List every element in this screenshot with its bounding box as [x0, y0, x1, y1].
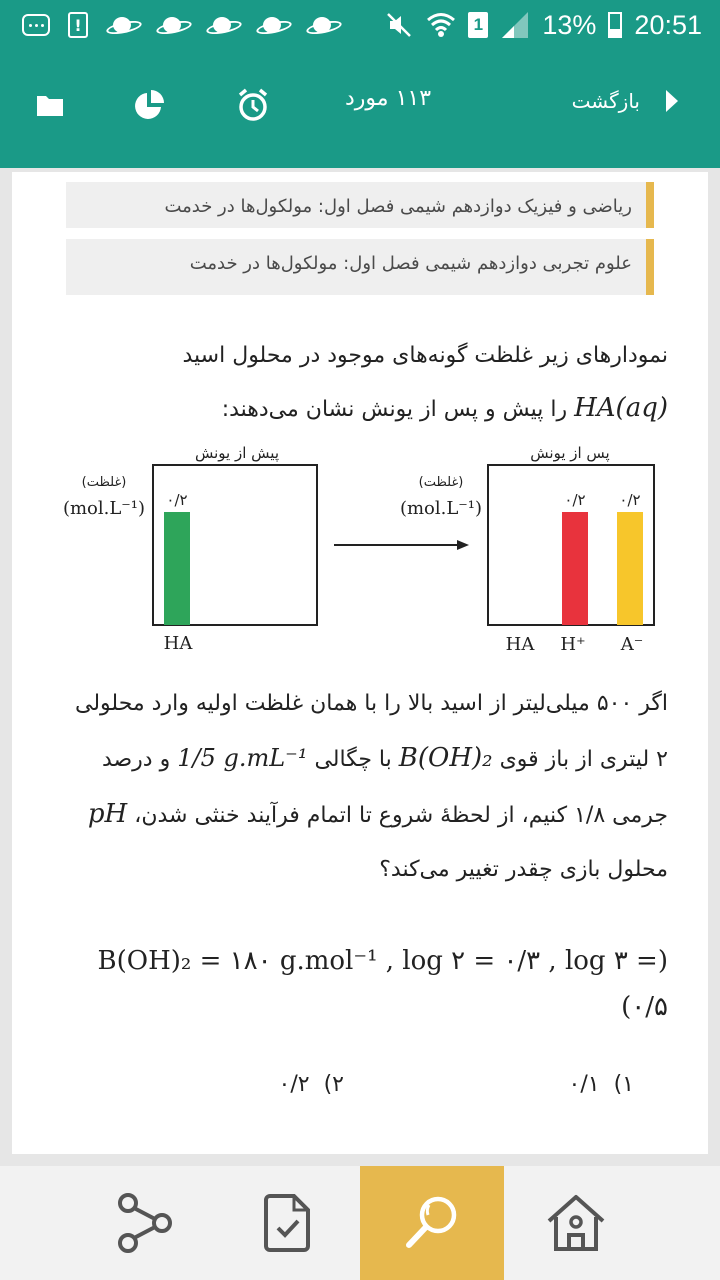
folder-icon[interactable]: [36, 88, 64, 122]
checked-document-icon: [264, 1192, 312, 1254]
label-h-plus: H⁺: [560, 634, 586, 655]
planet-icon: [106, 15, 138, 35]
y-label-fa: (غلظت): [81, 475, 127, 490]
home-icon: [545, 1193, 607, 1253]
option-2[interactable]: ۲) ۰/۲: [278, 1072, 344, 1097]
bar-value-a: ۰/۲: [619, 491, 641, 509]
clock: 20:51: [634, 9, 702, 40]
bottom-nav: [0, 1166, 720, 1280]
signal-icon: [500, 12, 530, 38]
base-formula: B(OH)₂: [398, 743, 493, 773]
pie-chart-icon[interactable]: [132, 88, 166, 122]
given-data: (B(OH)₂ = ۱۸۰ g.mol⁻¹ , log ۲ = ۰/۳ , log ۳ = ۰/۵): [97, 946, 668, 1022]
category-tag[interactable]: ریاضی و فیزیک دوازدهم شیمی فصل اول: مولکول‌ها در خدمت: [66, 182, 654, 228]
acid-formula: HA(aq): [574, 393, 668, 423]
label-ha-after: HA: [505, 634, 535, 655]
mute-icon: [386, 12, 414, 38]
battery-icon: [608, 12, 622, 38]
alarm-clock-icon[interactable]: [236, 88, 270, 122]
chevron-right-icon: [664, 88, 680, 114]
bar-h-plus: [562, 512, 588, 625]
before-ionization-title: پیش از یونش: [195, 444, 279, 462]
question-body: اگر ۵۰۰ میلی‌لیتر از اسید بالا را با همان غلظت اولیه وارد محلولی ۲ لیتری از باز قوی B(OH)₂ با چگالی 1/5 g.mL⁻¹ و درصد جرمی ۱/۸ کنیم، از لحظهٔ شروع تا اتمام فرآیند خنثی شدن، pH محلول بازی چقدر تغییر می‌کند؟: [75, 691, 668, 882]
back-label: بازگشت: [571, 89, 640, 113]
sim-icon: 1: [468, 12, 488, 38]
y-label-unit: (mol.L⁻¹): [399, 498, 483, 519]
planet-icon: [156, 15, 188, 35]
search-icon: [402, 1193, 462, 1253]
question-intro: نمودارهای زیر غلظت گونه‌های موجود در محلول اسید HA(aq) را پیش و پس از یونش نشان می‌دهند:: [182, 343, 668, 423]
planet-icon: [206, 15, 238, 35]
planet-icon: [256, 15, 288, 35]
option-1[interactable]: ۱) ۰/۱: [568, 1072, 634, 1097]
share-button[interactable]: [72, 1166, 216, 1280]
search-button[interactable]: [360, 1166, 504, 1280]
label-ha-before: HA: [163, 633, 193, 654]
concentration-diagram: [60, 436, 660, 666]
bar-ha-before: [164, 512, 190, 625]
item-count: ۱۱۳ مورد: [345, 86, 432, 111]
battery-percent: 13%: [542, 9, 597, 40]
after-ionization-title: پس از یونش: [530, 444, 610, 462]
back-button[interactable]: [572, 88, 680, 114]
label-a-minus: A⁻: [620, 634, 644, 655]
app-bar: [0, 50, 720, 168]
share-icon: [116, 1193, 172, 1253]
bar-value-h: ۰/۲: [564, 491, 586, 509]
more-notifications-icon: [22, 14, 50, 36]
alert-icon: !: [68, 12, 88, 38]
checked-document-button[interactable]: [216, 1166, 360, 1280]
wifi-icon: [426, 12, 456, 38]
arrow-head-icon: [457, 540, 469, 550]
category-tag[interactable]: علوم تجربی دوازدهم شیمی فصل اول: مولکول‌ها در خدمت: [66, 239, 654, 295]
y-label-unit: (mol.L⁻¹): [62, 498, 146, 519]
status-bar: [0, 0, 720, 50]
ph-symbol: pH: [87, 799, 128, 829]
density-value: 1/5 g.mL⁻¹: [177, 744, 308, 772]
home-button[interactable]: [504, 1166, 648, 1280]
planet-icon: [306, 15, 338, 35]
bar-a-minus: [617, 512, 643, 625]
y-label-fa: (غلظت): [418, 475, 464, 490]
bar-value-ha: ۰/۲: [166, 491, 188, 509]
